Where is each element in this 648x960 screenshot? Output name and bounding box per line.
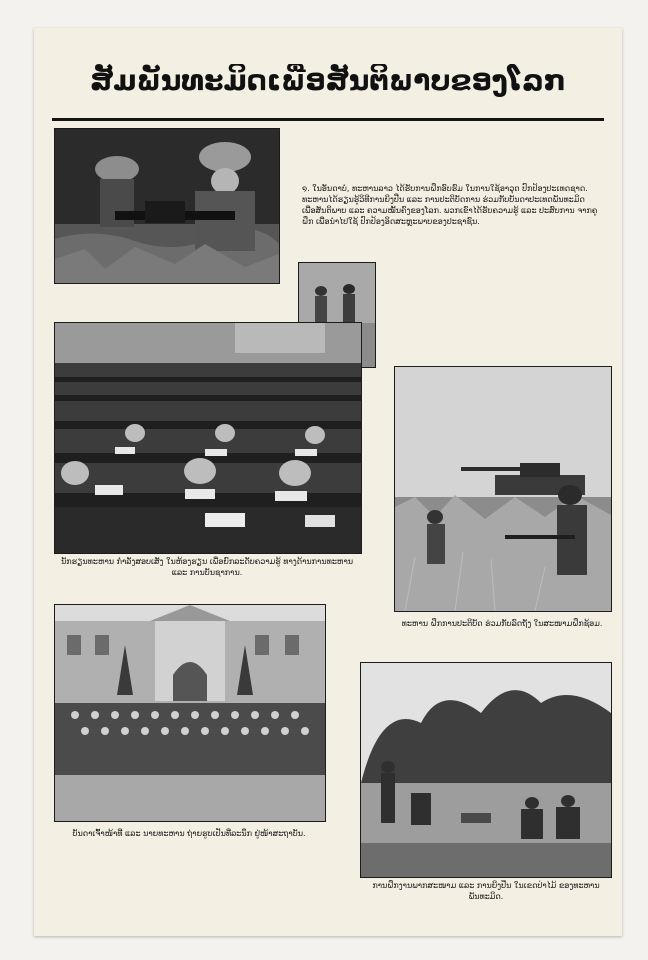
- document-sheet: [34, 28, 622, 936]
- intro-caption: ໑. ໃນອັນດາບໍ, ທະຫານລາວ ໄດ້ຮັບການຝຶກອົບຮົມ ໃນການໃຊ້ອາວຸດ ປົກປ້ອງປະເທດຊາດ. ທະຫານໄດ້ຮຽນຮູ້ວິທີການຍິງປືນ ແລະ ການປະຕິບັດການ ຮ່ວມກັບບັນດາປະເທດພັນທະມິດ ເພື່ອສັນຕິພາບ ແລະ ຄວາມໝັ້ນຄົງຂອງໂລກ. ພວກເຂົາໄດ້ຮັບຄວາມຮູ້ ແລະ ປະສົບການ ຈາກຄູຝຶກ ເພື່ອນຳໄປໃຊ້ ປົກປ້ອງອິດສະຫຼະພາບຂອງປະຊາຊົນ.: [302, 184, 598, 226]
- field-caption: ທະຫານ ຝຶກການປະຕິບັດ ຮ່ວມກັບລົດຖັງ ໃນສະໜາມຝຶກຊ້ອມ.: [401, 619, 603, 628]
- group-portrait-photo: [54, 604, 326, 822]
- classroom-caption: ນັກຮຽນທະຫານ ກຳລັງສອບເສັງ ໃນຫ້ອງຮຽນ ເພື່ອຍົກລະດັບຄວາມຮູ້ ທາງດ້ານການທະຫານ ແລະ ການບັນຊາການ.: [60, 557, 354, 577]
- group-caption: ບັນດາເຈົ້າໜ້າທີ່ ແລະ ນາຍທະຫານ ຖ່າຍຮູບເປັນທີ່ລະນຶກ ຢູ່ໜ້າສະຖາບັນ.: [72, 829, 306, 838]
- page-title: ສັມພັນທະມິດເພື່ອສັນຕິພາບຂອງໂລກ: [90, 64, 566, 97]
- forest-caption: ການຝຶກງານພາກສະໜາມ ແລະ ການຍິງປືນ ໃນເຂດປ່າໄມ້ ຂອງທະຫານພັນທະມິດ.: [372, 881, 600, 901]
- field-exercise-photo: [394, 366, 612, 612]
- classroom-exam-photo: [54, 322, 362, 554]
- machine-gun-crew-photo: [54, 128, 280, 284]
- forest-training-photo: [360, 662, 612, 878]
- title-rule: [52, 118, 604, 121]
